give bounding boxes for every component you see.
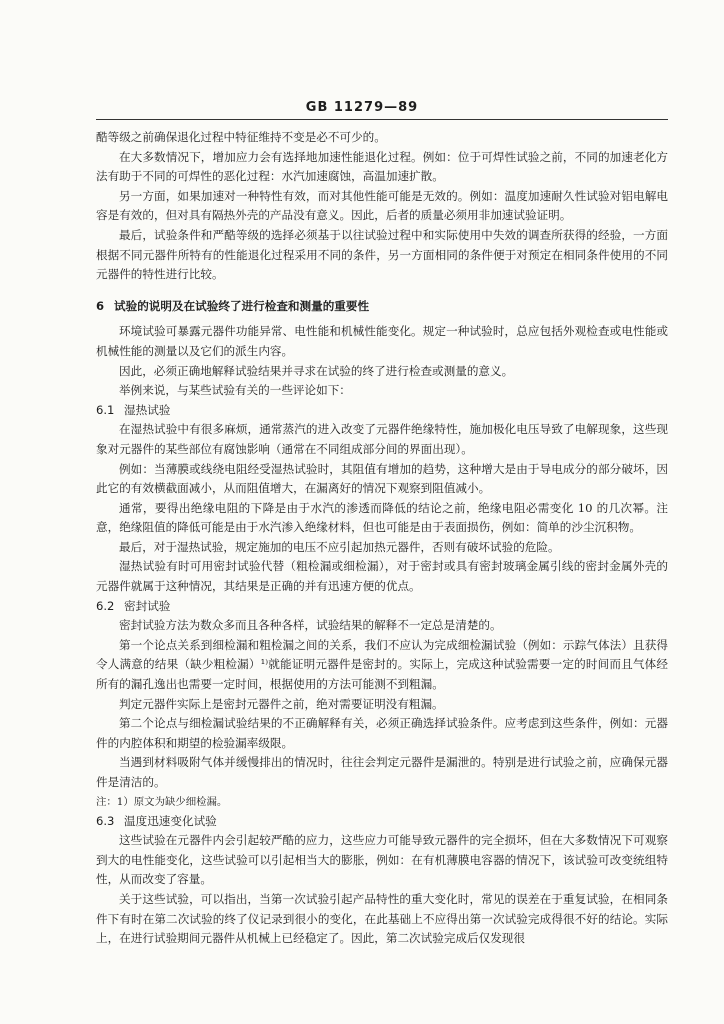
paragraph: 判定元器件实际上是密封元器件之前，绝对需要证明没有粗漏。 [119,696,444,711]
paragraph: 环境试验可暴露元器件功能异常、电性能和机械性能变化。规定一种试验时，总应包括外观检查或电性能或机械性能的测量以及它们的派生内容。 [96,324,668,358]
header-rule [96,119,668,120]
paragraph: 这些试验在元器件内会引起较严酷的应力，这些应力可能导致元器件的完全损坏，但在大多数情况下可观察到大的电性能变化，这些试验可以引起相当大的膨胀，例如：在有机薄膜电容器的情况下，该试验可改变统组特性，从而改变了容量。 [96,833,668,887]
paragraph: 第二个论点与细检漏试验结果的不正确解释有关，必须正确选择试验条件。应考虑到这些条件，例如：元器件的内腔体积和期望的检验漏率级限。 [96,716,668,750]
section-number: 6.1 [96,402,115,417]
section-6-3-heading [96,812,668,832]
section-number: 6 [96,298,105,313]
document-body [96,128,668,949]
section-title: 湿热试验 [124,402,171,417]
paragraph: 在湿热试验中有很多麻烦，通常蒸汽的进入改变了元器件绝缘特性，施加极化电压导致了电解现象，这些现象对元器件的某些部位有腐蚀影响（通常在不同组成部分间的界面出现）。 [96,422,668,456]
paragraph: 当遇到材料吸附气体并缓慢排出的情况时，往往会判定元器件是漏泄的。特别是进行试验之前，应确保元器件是清洁的。 [96,755,668,789]
paragraph: 通常，要得出绝缘电阻的下降是由于水汽的渗透而降低的结论之前，绝缘电阻必需变化 10 的几次幂。注意，绝缘阻值的降低可能是由于水汽渗入绝缘材料，但也可能是由于表面损伤，例如：简单的沙尘沉积物。 [96,500,668,535]
section-title: 密封试验 [124,598,171,613]
paragraph: 在大多数情况下，增加应力会有选择地加速性能退化过程。例如：位于可焊性试验之前，不同的加速老化方法有助于不同的可焊性的恶化过程：水汽加速腐蚀，高温加速扩散。 [96,149,668,184]
paragraph: 例如：当薄膜或线绕电阻经受湿热试验时，其阻值有增加的趋势，这种增大是由于导电成分的部分破坏，因此它的有效横截面减小，从而阻值增大，在漏离好的情况下观察到阻值减小。 [96,461,668,496]
footnote: 注：1）原文为缺少细检漏。 [96,795,228,808]
paragraph: 关于这些试验，可以指出，当第一次试验引起产品特性的重大变化时，常见的误差在于重复试验，在相同条件下有时在第二次试验的终了仪记录到很小的变化，在此基础上不应得出第一次试验完成得很不好的结论。实际上，在进行试验期间元器件从机械上已经稳定了。因此，第二次试验完成后仅发现很 [96,891,668,946]
paragraph: 密封试验方法为数众多而且各种各样，试验结果的解释不一定总是清楚的。 [119,618,502,633]
paragraph: 因此，必须正确地解释试验结果并寻求在试验的终了进行检查或测量的意义。 [119,363,514,378]
standard-code-header: GB 11279—89 [305,100,419,115]
section-6-2-heading [96,597,668,617]
paragraph: 最后，试验条件和严酷等级的选择必须基于以往试验过程中和实际使用中失效的调查所获得的经验，一方面根据不同元器件所特有的性能退化过程采用不同的条件，另一方面相同的条件便于对预定在相同条件使用的不同元器件的特性进行比较。 [96,227,668,282]
section-title: 试验的说明及在试验终了进行检查和测量的重要性 [114,298,370,313]
section-6-heading [96,297,668,317]
paragraph: 另一方面，如果加速对一种特性有效，而对其他性能可能是无效的。例如：温度加速耐久性试验对铝电解电容是有效的，但对具有隔热外壳的产品没有意义。因此，后者的质量必须用非加速试验证明。 [96,188,668,223]
section-number: 6.3 [96,813,115,828]
paragraph: 湿热试验有时可用密封试验代替（粗检漏或细检漏），对于密封或具有密封玻璃金属引线的密封金属外壳的元器件就属于这种情况，其结果是正确的并有迅速方便的优点。 [96,559,668,594]
section-number: 6.2 [96,598,115,613]
paragraph: 酷等级之前确保退化过程中特征维持不变是必不可少的。 [96,130,386,144]
section-6-1-heading [96,401,668,421]
paragraph: 第一个论点关系到细检漏和粗检漏之间的关系，我们不应认为完成细检漏试验（例如：示踪气体法）且获得令人满意的结果（缺少粗检漏）¹⁾就能证明元器件是密封的。实际上，完成这种试验需要一定的时间而且气体经所有的漏孔逸出也需要一定时间，根据使用的方法可能测不到粗漏。 [96,637,668,692]
paragraph: 举例来说，与某些试验有关的一些评论如下： [119,383,351,398]
section-title: 温度迅速变化试验 [124,813,217,828]
paragraph: 最后，对于湿热试验，规定施加的电压不应引起加热元器件，否则有破坏试验的危险。 [119,539,560,554]
